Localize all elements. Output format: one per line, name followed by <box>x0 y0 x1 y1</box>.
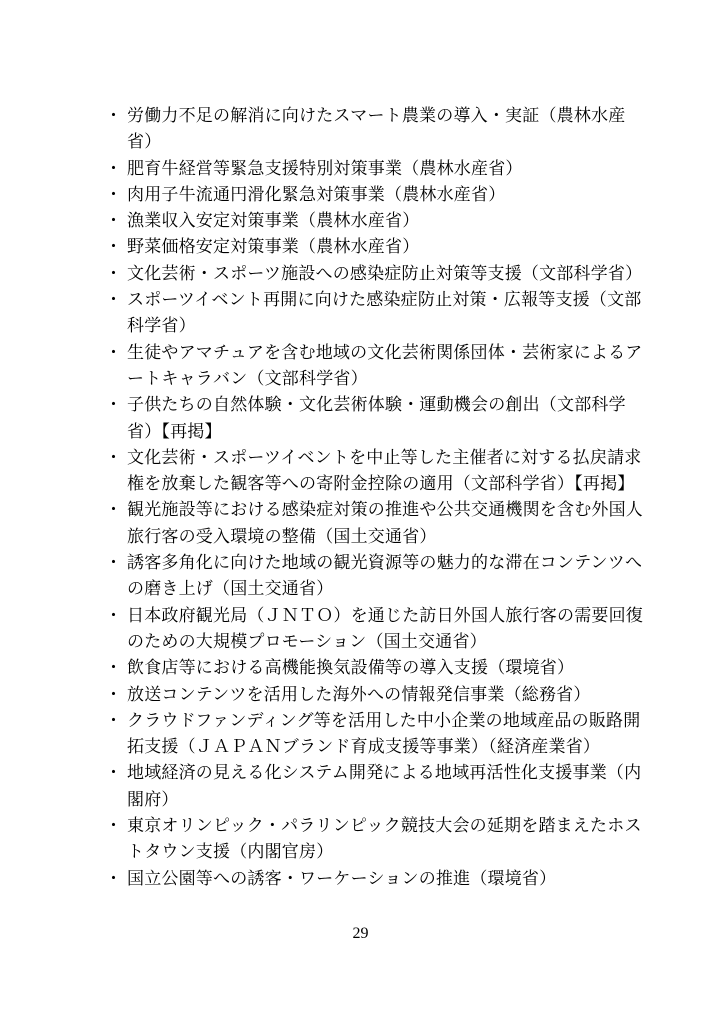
list-item <box>103 682 643 708</box>
list-item <box>103 287 643 340</box>
bullet-marker: ・ <box>105 763 123 784</box>
list-item-text: 日本政府観光局（ＪＮＴＯ）を通じた訪日外国人旅行客の需要回復のための大規模プロモーション（国土交通省） <box>127 605 643 652</box>
list-item <box>103 866 643 892</box>
list-item <box>103 261 643 287</box>
list-item-text: 地域経済の見える化システム開発による地域再活性化支援事業（内閣府） <box>127 763 642 810</box>
bullet-marker: ・ <box>105 658 123 679</box>
bullet-marker: ・ <box>105 106 123 126</box>
list-item <box>103 603 643 656</box>
list-item <box>103 708 643 761</box>
bullet-marker: ・ <box>105 184 123 205</box>
list-item-text: 労働力不足の解消に向けたスマート農業の導入・実証（農林水産省） <box>127 106 626 153</box>
list-item-text: 国立公園等への誘客・ワーケーションの推進（環境省） <box>127 868 557 889</box>
list-item <box>103 156 643 182</box>
list-item <box>103 550 643 603</box>
list-item-text: クラウドファンディング等を活用した中小企業の地域産品の販路開拓支援（ＪＡＰＡＮブランド育成支援等事業）（経済産業省） <box>127 710 641 758</box>
list-item <box>103 760 643 813</box>
list-item-text: 観光施設等における感染症対策の推進や公共交通機関を含む外国人旅行客の受入環境の整備（国土交通省） <box>127 500 643 547</box>
list-item-text: 文化芸術・スポーツ施設への感染症防止対策等支援（文部科学省） <box>127 263 643 284</box>
bullet-marker: ・ <box>105 710 123 731</box>
list-item-text: 漁業収入安定対策事業（農林水産省） <box>127 211 420 232</box>
list-item <box>103 813 643 866</box>
list-item-text: スポーツイベント再開に向けた感染症防止対策・広報等支援（文部科学省） <box>127 290 642 337</box>
list-item <box>103 182 643 208</box>
list-item-text: 野菜価格安定対策事業（農林水産省） <box>127 237 420 258</box>
list-item-text: 文化芸術・スポーツイベントを中止等した主催者に対する払戻請求権を放棄した観客等への寄附金控除の適用（文部科学省）【再掲】 <box>127 447 642 495</box>
bullet-marker: ・ <box>105 263 123 284</box>
bullet-marker: ・ <box>105 684 123 705</box>
bullet-marker: ・ <box>105 447 123 468</box>
list-item <box>103 340 643 393</box>
bullet-marker: ・ <box>105 605 123 626</box>
list-item <box>103 103 643 156</box>
list-item-text: 肉用子牛流通円滑化緊急対策事業（農林水産省） <box>127 184 506 205</box>
bullet-marker: ・ <box>105 868 123 889</box>
list-item <box>103 392 643 445</box>
policy-measures-list <box>103 103 643 892</box>
list-item <box>103 445 643 498</box>
bullet-marker: ・ <box>105 816 123 837</box>
list-item <box>103 497 643 550</box>
list-item <box>103 655 643 681</box>
list-item-text: 飲食店等における高機能換気設備等の導入支援（環境省） <box>127 658 575 679</box>
page-number: 29 <box>352 925 369 942</box>
bullet-marker: ・ <box>105 158 123 179</box>
bullet-marker: ・ <box>105 237 123 258</box>
list-item <box>103 234 643 260</box>
list-item-text: 生徒やアマチュアを含む地域の文化芸術関係団体・芸術家によるアートキャラバン（文部科学省） <box>127 342 643 389</box>
bullet-marker: ・ <box>105 290 123 311</box>
list-item-text: 子供たちの自然体験・文化芸術体験・運動機会の創出（文部科学省）【再掲】 <box>127 395 626 442</box>
list-item-text: 東京オリンピック・パラリンピック競技大会の延期を踏まえたホストタウン支援（内閣官房） <box>127 816 642 863</box>
bullet-marker: ・ <box>105 395 123 416</box>
list-item <box>103 208 643 234</box>
list-item-text: 放送コンテンツを活用した海外への情報発信事業（総務省） <box>127 684 591 705</box>
list-item-text: 肥育牛経営等緊急支援特別対策事業（農林水産省） <box>127 158 523 179</box>
list-item-text: 誘客多角化に向けた地域の観光資源等の魅力的な滞在コンテンツへの磨き上げ（国土交通省） <box>127 553 643 600</box>
bullet-marker: ・ <box>105 342 123 363</box>
bullet-marker: ・ <box>105 553 123 574</box>
bullet-marker: ・ <box>105 500 123 521</box>
bullet-marker: ・ <box>105 211 123 232</box>
